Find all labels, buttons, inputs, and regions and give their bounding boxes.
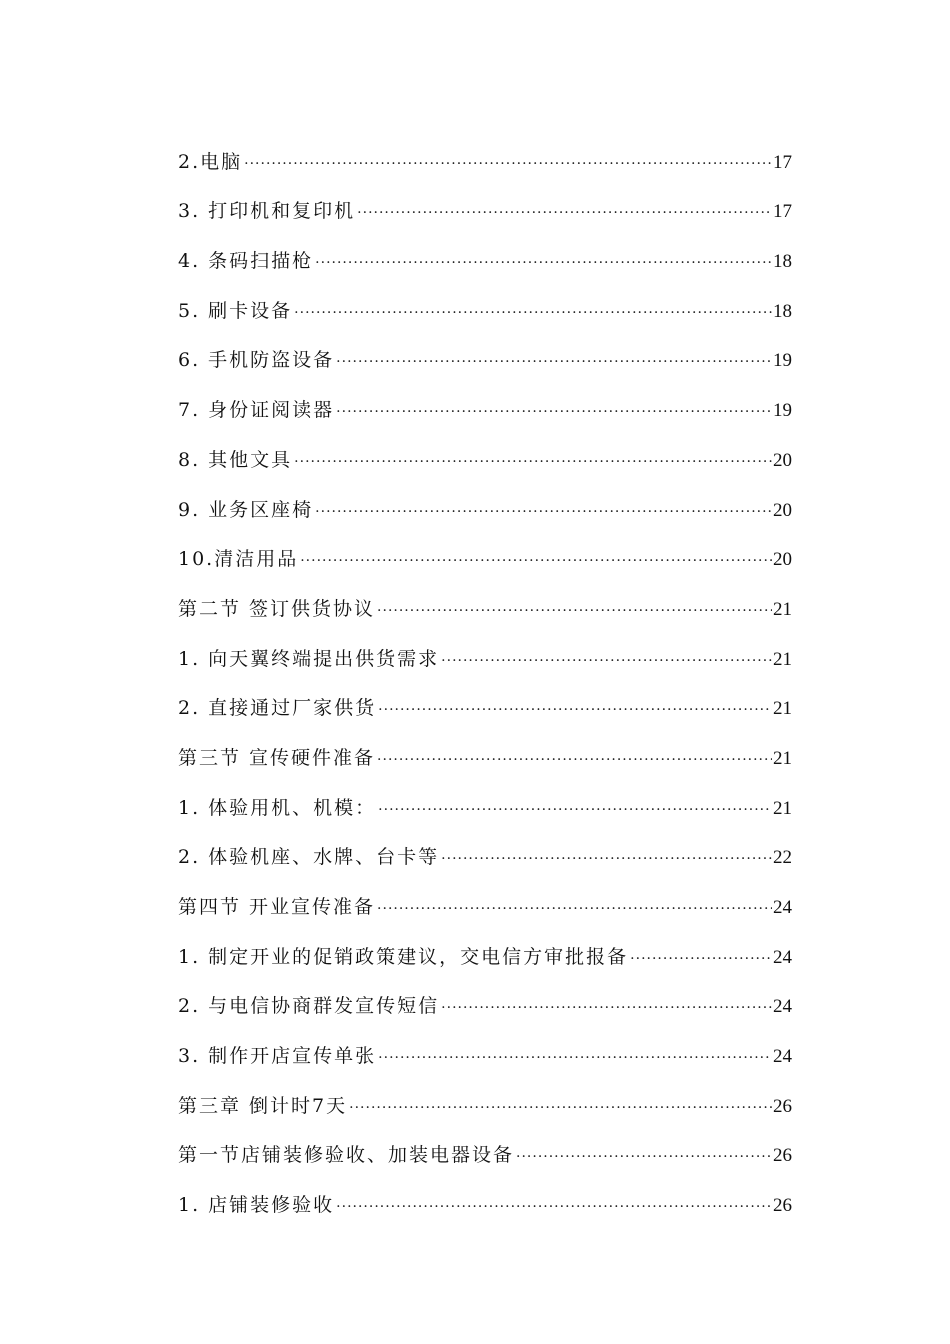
toc-entry-page: 24 [773, 946, 792, 968]
toc-leader-dots [441, 850, 772, 869]
toc-entry-label: 1. 体验用机、机模： [178, 796, 377, 819]
toc-entry[interactable] [178, 186, 792, 236]
table-of-contents [178, 136, 792, 1229]
toc-entry-label: 8. 其他文具 [178, 448, 293, 471]
toc-entry-page: 21 [773, 648, 792, 670]
toc-leader-dots [441, 652, 772, 671]
toc-entry-label: 7. 身份证阅读器 [178, 399, 335, 422]
toc-entry-page: 20 [773, 449, 792, 471]
toc-entry-label: 9. 业务区座椅 [178, 498, 314, 521]
toc-leader-dots [630, 950, 772, 969]
toc-entry[interactable] [178, 235, 792, 285]
toc-entry-label: 2. 与电信协商群发宣传短信 [178, 995, 440, 1018]
toc-entry-page: 20 [773, 549, 792, 571]
toc-entry-label: 第二节 签订供货协议 [178, 597, 376, 620]
toc-entry-page: 24 [773, 1046, 792, 1068]
toc-entry[interactable] [178, 881, 792, 931]
toc-entry-label: 第四节 开业宣传准备 [178, 896, 376, 918]
toc-entry[interactable] [178, 683, 792, 733]
toc-leader-dots [377, 602, 772, 621]
toc-entry-label: 第三节 宣传硬件准备 [178, 746, 376, 769]
toc-entry[interactable] [178, 832, 792, 882]
toc-entry[interactable] [178, 285, 792, 335]
toc-leader-dots [378, 801, 772, 820]
toc-entry[interactable] [178, 732, 792, 782]
toc-entry-page: 19 [773, 350, 792, 372]
toc-entry-label: 1. 店铺装修验收 [178, 1194, 335, 1217]
toc-entry-page: 17 [773, 151, 792, 173]
toc-entry[interactable] [178, 136, 792, 186]
toc-entry[interactable] [178, 1179, 792, 1229]
toc-entry-label: 5. 刷卡设备 [178, 299, 293, 322]
toc-entry-page: 20 [773, 499, 792, 521]
toc-entry-label: 2.电脑 [178, 150, 243, 173]
toc-entry-page: 21 [773, 747, 792, 769]
toc-entry[interactable] [178, 583, 792, 633]
toc-entry-page: 26 [773, 1095, 792, 1117]
toc-leader-dots [357, 204, 772, 223]
toc-leader-dots [378, 1049, 772, 1068]
toc-entry-label: 1. 制定开业的促销政策建议，交电信方审批报备 [178, 945, 629, 968]
toc-leader-dots [336, 1198, 772, 1217]
toc-leader-dots [349, 1099, 772, 1118]
toc-entry-page: 18 [773, 300, 792, 322]
toc-entry[interactable] [178, 1080, 792, 1130]
toc-entry[interactable] [178, 931, 792, 981]
toc-entry-page: 22 [773, 847, 792, 869]
toc-entry-label: 1. 向天翼终端提出供货需求 [178, 647, 440, 670]
toc-entry-label: 第三章 倒计时7天 [178, 1094, 348, 1117]
toc-entry-label: 3. 打印机和复印机 [178, 200, 356, 223]
toc-entry-page: 21 [773, 598, 792, 620]
toc-entry[interactable] [178, 1030, 792, 1080]
toc-entry[interactable] [178, 1130, 792, 1180]
toc-leader-dots [516, 1148, 772, 1167]
toc-entry-label: 3. 制作开店宣传单张 [178, 1045, 377, 1068]
toc-entry[interactable] [178, 534, 792, 584]
toc-leader-dots [244, 155, 772, 174]
toc-entry-label: 4. 条码扫描枪 [178, 250, 314, 273]
toc-entry-label: 6. 手机防盗设备 [178, 349, 335, 372]
toc-entry-page: 24 [773, 996, 792, 1018]
toc-entry-label: 10.清洁用品 [178, 548, 299, 571]
toc-entry[interactable] [178, 633, 792, 683]
toc-entry-page: 21 [773, 698, 792, 720]
toc-leader-dots [378, 701, 772, 720]
toc-entry[interactable] [178, 434, 792, 484]
toc-entry[interactable] [178, 484, 792, 534]
toc-entry-page: 19 [773, 400, 792, 422]
toc-leader-dots [336, 403, 772, 422]
toc-entry-label: 2. 直接通过厂家供货 [178, 697, 377, 720]
toc-leader-dots [377, 900, 772, 919]
toc-entry[interactable] [178, 384, 792, 434]
toc-entry-label: 第一节店铺装修验收、加装电器设备 [178, 1144, 515, 1167]
toc-leader-dots [377, 751, 772, 770]
toc-entry-page: 21 [773, 797, 792, 819]
toc-leader-dots [336, 353, 772, 372]
toc-leader-dots [315, 254, 772, 273]
toc-leader-dots [441, 999, 772, 1018]
toc-leader-dots [294, 304, 772, 323]
toc-leader-dots [294, 453, 772, 472]
toc-leader-dots [300, 552, 772, 571]
toc-entry-page: 26 [773, 1145, 792, 1167]
toc-entry-label: 2. 体验机座、水牌、台卡等 [178, 846, 440, 869]
toc-entry-page: 24 [773, 897, 792, 918]
toc-entry-page: 26 [773, 1195, 792, 1217]
toc-entry-page: 18 [773, 251, 792, 273]
toc-entry[interactable] [178, 782, 792, 832]
toc-entry-page: 17 [773, 201, 792, 223]
toc-leader-dots [315, 503, 772, 522]
toc-entry[interactable] [178, 335, 792, 385]
toc-entry[interactable] [178, 981, 792, 1031]
